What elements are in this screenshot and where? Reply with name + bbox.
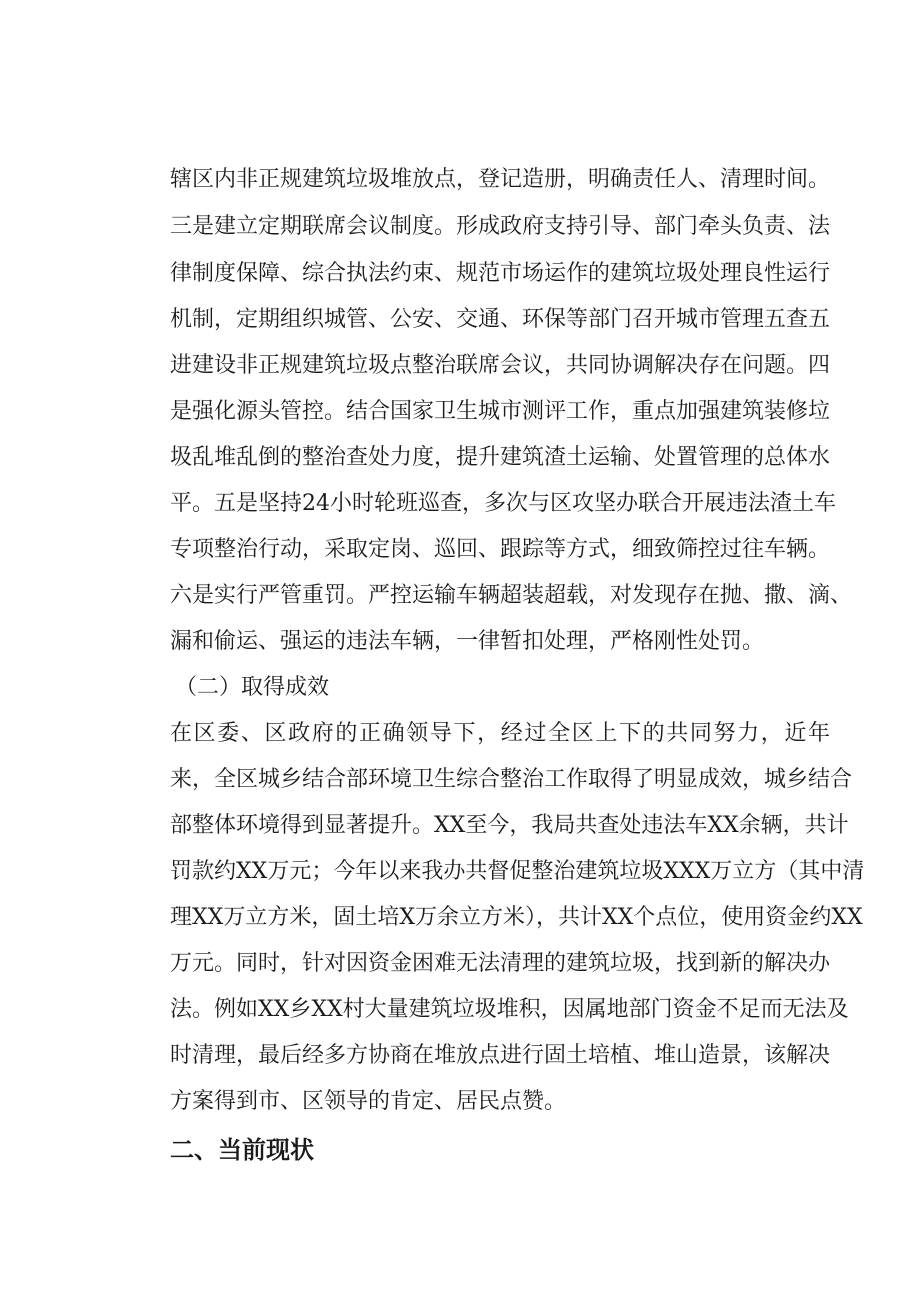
paragraph-line: 时清理，最后经多方协商在堆放点进行固土培植、堆山造景，该解决 [170,1043,831,1068]
section-subheading: （二）取得成效 [175,675,330,700]
paragraph-line: 来，全区城乡结合部环境卫生综合整治工作取得了明显成效，城乡结合 [170,767,853,792]
paragraph-line: 平。五是坚持24小时轮班巡查，多次与区攻坚办联合开展违法渣土车 [170,491,836,516]
paragraph-line: 三是建立定期联席会议制度。形成政府支持引导、部门牵头负责、法 [170,214,831,239]
paragraph-line: 万元。同时，针对因资金困难无法清理的建筑垃圾，找到新的解决办 [170,951,831,976]
paragraph-line: 理XX万立方米，固土培X万余立方米），共计XX个点位，使用资金约XX [170,905,863,930]
paragraph-line: 部整体环境得到显著提升。XX至今，我局共查处违法车XX余辆，共计 [170,813,849,838]
paragraph-line: 方案得到市、区领导的肯定、居民点赞。 [170,1089,567,1114]
paragraph-line: 机制，定期组织城管、公安、交通、环保等部门召开城市管理五查五 [170,307,831,332]
paragraph-line: 进建设非正规建筑垃圾点整治联席会议，共同协调解决存在问题。四 [170,353,831,378]
paragraph-line: 律制度保障、综合执法约束、规范市场运作的建筑垃圾处理良性运行 [170,261,831,286]
paragraph-line: 罚款约XX万元；今年以来我办共督促整治建筑垃圾XXX万立方（其中清 [170,859,865,884]
paragraph-line: 是强化源头管控。结合国家卫生城市测评工作，重点加强建筑装修垃 [170,399,831,424]
paragraph-line: 漏和偷运、强运的违法车辆，一律暂扣处理，严格刚性处罚。 [170,629,765,654]
paragraph-line: 专项整治行动，采取定岗、巡回、跟踪等方式，细致筛控过往车辆。 [170,537,831,562]
section-heading: 二、当前现状 [170,1136,314,1164]
paragraph-line: 在区委、区政府的正确领导下，经过全区上下的共同努力，近年 [170,721,830,746]
paragraph-line: 辖区内非正规建筑垃圾堆放点，登记造册，明确责任人、清理时间。 [170,167,831,192]
paragraph-line: 圾乱堆乱倒的整治查处力度，提升建筑渣土运输、处置管理的总体水 [170,445,831,470]
paragraph-line: 六是实行严管重罚。严控运输车辆超装超载，对发现存在抛、撒、滴、 [170,583,853,608]
paragraph-line: 法。例如XX乡XX村大量建筑垃圾堆积，因属地部门资金不足而无法及 [170,997,849,1022]
